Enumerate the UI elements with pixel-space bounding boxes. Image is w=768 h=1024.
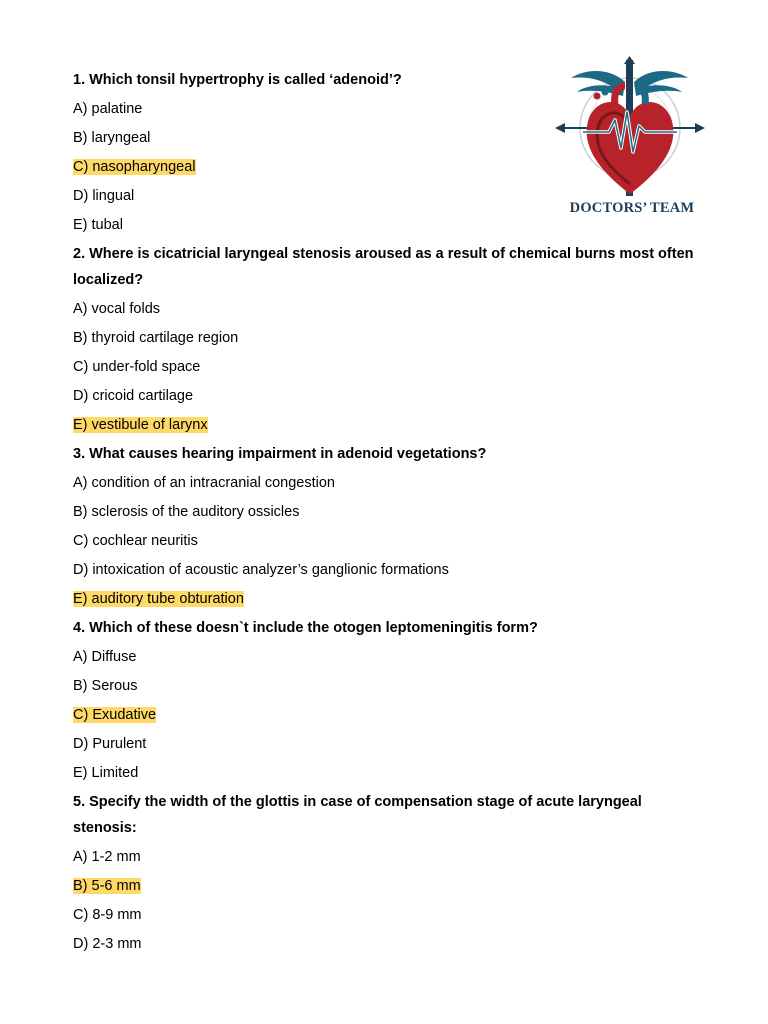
option-5d: D) 2-3 mm xyxy=(73,936,142,952)
option-3c: C) cochlear neuritis xyxy=(73,533,198,549)
option-4e: E) Limited xyxy=(73,765,139,781)
option-5a: A) 1-2 mm xyxy=(73,849,141,865)
correct-answer-highlight: B) 5-6 mm xyxy=(73,878,141,894)
doctors-team-logo xyxy=(553,56,708,221)
option-5c: C) 8-9 mm xyxy=(73,907,142,923)
option-1e: E) tubal xyxy=(73,217,123,233)
heart-caduceus-icon xyxy=(553,56,708,221)
option-5b-correct xyxy=(73,872,713,901)
option-1d: D) lingual xyxy=(73,188,135,204)
option-4c-correct xyxy=(73,701,713,730)
option-4d: D) Purulent xyxy=(73,736,147,752)
logo-text: DOCTORS’ TEAM xyxy=(569,200,695,216)
option-2b: B) thyroid cartilage region xyxy=(73,330,239,346)
option-3e-correct xyxy=(73,585,713,614)
option-4b: B) Serous xyxy=(73,678,138,694)
correct-answer-highlight: C) nasopharyngeal xyxy=(73,159,196,175)
question-3: 3. What causes hearing impairment in adenoid vegetations? xyxy=(73,446,487,462)
correct-answer-highlight: C) Exudative xyxy=(73,707,157,723)
option-2e-correct xyxy=(73,411,713,440)
option-1b: B) laryngeal xyxy=(73,130,151,146)
question-5: 5. Specify the width of the glottis in case of compensation stage of acute laryngeal stenosis: xyxy=(73,794,642,836)
question-4: 4. Which of these doesn`t include the otogen leptomeningitis form? xyxy=(73,620,538,636)
option-4a: A) Diffuse xyxy=(73,649,137,665)
question-2: 2. Where is cicatricial laryngeal stenosis aroused as a result of chemical burns most often localized? xyxy=(73,246,694,288)
option-1a: A) palatine xyxy=(73,101,143,117)
option-2c: C) under-fold space xyxy=(73,359,201,375)
correct-answer-highlight: E) vestibule of larynx xyxy=(73,417,208,433)
option-3a: A) condition of an intracranial congestion xyxy=(73,475,335,491)
option-2a: A) vocal folds xyxy=(73,301,161,317)
option-2d: D) cricoid cartilage xyxy=(73,388,194,404)
option-3b: B) sclerosis of the auditory ossicles xyxy=(73,504,300,520)
question-1: 1. Which tonsil hypertrophy is called ‘adenoid’? xyxy=(73,72,402,88)
option-3d: D) intoxication of acoustic analyzer’s ganglionic formations xyxy=(73,562,449,578)
correct-answer-highlight: E) auditory tube obturation xyxy=(73,591,244,607)
